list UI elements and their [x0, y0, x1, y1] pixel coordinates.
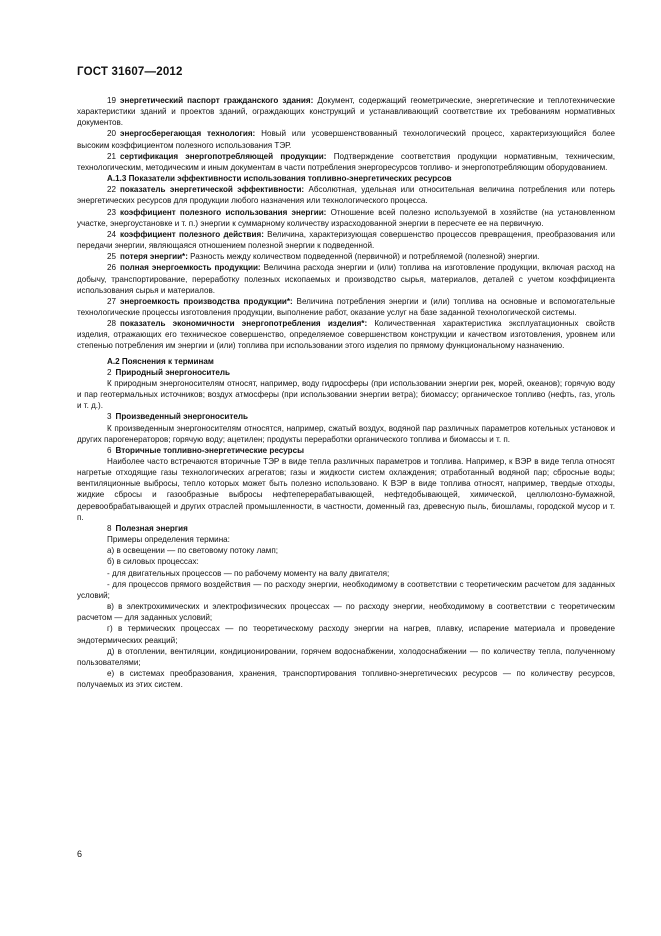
list-item: а) в освещении — по световому потоку ламп; — [107, 546, 278, 556]
entry-term: потеря энергии*: — [120, 252, 188, 262]
entry-definition: Подтверждение соответствия продукции нормативным, техническим, технологическим, методическим и иным документам в части потребления энергоресурсов топливо- и энергопотребляющим оборудованием. — [77, 151, 616, 172]
explanation-term: Произведенный энергоноситель — [115, 412, 248, 422]
entry-definition: Абсолютная, удельная или относительная величина потребления или потерь энергетических ресурсов для продукции любого назначения или технологического процесса. — [77, 185, 616, 206]
entry-term: показатель экономичности энергопотребления изделия*: — [120, 319, 368, 329]
entry-number: 22 — [107, 185, 117, 195]
entry-definition: Количественная характеристика эксплуатационных свойств изделия, отражающих его техническое совершенство, определяемое совершенством конструкции и качеством изготовления, уровнем или степенью потребления им энергии и (или) топлива при использовании этого изделия по прямому функциональному назначению. — [77, 319, 615, 351]
list-item: б) в силовых процессах: — [107, 557, 199, 567]
entry-definition: Новый или усовершенствованный технологический процесс, характеризующийся более высоким коэффициентом полезного использования ТЭР. — [77, 129, 615, 150]
entry-number: 24 — [107, 229, 117, 239]
explanation-paragraph: К природным энергоносителям относят, например, воду гидросферы (при использовании энергии рек, морей, океанов); горячую воду и пар геотермальных источников; воздух атмосферы (при использовании энергии ветра); биомассу; органическое топливо (нефть, газ, уголь и т. д.). — [77, 378, 615, 411]
entry-number: 26 — [107, 263, 117, 273]
entry-number: 27 — [107, 296, 117, 306]
entry-term: коэффициент полезного использования энергии: — [120, 207, 327, 217]
term-entry-23 — [77, 207, 615, 229]
entry-term: полная энергоемкость продукции: — [120, 263, 261, 273]
section-heading-a13: А.1.3 Показатели эффективности использования топливно-энергетических ресурсов — [107, 174, 452, 184]
explanation-paragraph: К произведенным энергоносителям относятся, например, сжатый воздух, водяной пар различных параметров котельных установок и других парогенераторов; горячую воду; ацетилен; продукты переработки органического топлива и биомассы и т. п. — [77, 423, 615, 444]
entry-definition: Разность между количеством подведенной (первичной) и потребляемой (полезной) энергии. — [190, 252, 540, 262]
explanation-heading-2 — [77, 367, 615, 378]
entry-term: энергосберегающая технология: — [120, 129, 256, 139]
entry-definition: Величина расхода энергии и (или) топлива на изготовление продукции, включая расход на добычу, транспортирование, переработку полезных ископаемых и производство сырья, материалов, деталей с учетом коэффициента использования сырья и материалов. — [77, 263, 615, 295]
term-entry-25 — [77, 251, 615, 262]
entry-definition: Величина потребления энергии и (или) топлива на основные и вспомогательные технологические процессы изготовления продукции, выполнение работ, оказание услуг на базе заданной технологической системы. — [77, 296, 615, 317]
section-heading-a2: А.2 Пояснения к терминам — [107, 356, 214, 366]
entry-definition: Отношение всей полезно используемой в хозяйстве (на установленном участке, энергоустановке и т. п.) энергии к суммарному количеству израсходованной энергии в пересчете ее на первичную. — [77, 207, 616, 228]
list-item: е) в системах преобразования, хранения, транспортирования топливно-энергетических ресурсов — по количеству ресурсов, получаемых из этих систем. — [77, 668, 615, 690]
term-entry-21 — [77, 151, 615, 173]
entry-number: 21 — [107, 151, 117, 161]
explanation-term: Вторичные топливно-энергетические ресурсы — [115, 445, 305, 455]
entry-term: энергоемкость производства продукции*: — [120, 296, 293, 306]
term-entry-26 — [77, 262, 615, 295]
page-body — [77, 95, 615, 690]
list-item: г) в термических процессах — по теоретическому расходу энергии на нагрев, плавку, испарение материала и проведение эндотермических реакций; — [77, 624, 615, 645]
explanation-number: 8 — [107, 523, 112, 533]
list-item: - для двигательных процессов — по рабочему моменту на валу двигателя; — [107, 568, 390, 578]
entry-number: 25 — [107, 252, 117, 262]
explanation-term: Природный энергоноситель — [115, 367, 230, 377]
entry-term: сертификация энергопотребляющей продукции: — [120, 151, 327, 161]
term-entry-22 — [77, 184, 615, 206]
entry-number: 20 — [107, 129, 117, 139]
entry-term: коэффициент полезного действия: — [120, 229, 264, 239]
explanation-paragraph: Наиболее часто встречаются вторичные ТЭР в виде тепла различных параметров и топлива. Например, к ВЭР в виде тепла относят нагретые отходящие газы технологических агрегатов; газы и жидкости систем охлаждения; отработанный водяной пар; сбросные воды; вентиляционные выбросы, тепло которых может быть полезно использовано. К ВЭР в виде топлива относят, например, твердые отходы, жидкие сбросы и газообразные выбросы нефтеперерабатывающей, нефтедобывающей, химической, целлюлозно-бумажной, деревообрабатывающей и других отраслей промышленности, в частности, доменный газ, древесную пыль, биошламы, городской мусор и т. п. — [77, 457, 615, 522]
explanation-number: 3 — [107, 412, 112, 422]
entry-number: 23 — [107, 207, 117, 217]
entry-term: энергетический паспорт гражданского здания: — [120, 96, 314, 105]
list-item: д) в отоплении, вентиляции, кондиционировании, горячем водоснабжении, холодоснабжении — по количеству тепла, полученному пользователями; — [77, 646, 615, 667]
page-number: 6 — [77, 849, 83, 859]
entry-term: показатель энергетической эффективности: — [120, 185, 305, 195]
entry-definition: Документ, содержащий геометрические, энергетические и теплотехнические характеристики зданий и проектов зданий, ограждающих конструкций и устанавливающий соответствие их требованиям нормативных документов. — [77, 96, 616, 128]
explanation-number: 2 — [107, 367, 112, 377]
term-entry-27 — [77, 296, 615, 318]
explanation-term: Полезная энергия — [115, 523, 188, 533]
explanation-number: 6 — [107, 445, 112, 455]
term-entry-19 — [77, 95, 615, 128]
term-entry-28 — [77, 318, 615, 351]
document-code-header: ГОСТ 31607—2012 — [77, 66, 183, 78]
explanation-heading-8 — [77, 523, 615, 534]
explanation-heading-6 — [77, 445, 615, 456]
list-item: в) в электрохимических и электрофизических процессах — по расходу энергии, необходимому в соответствии с теоретическим расчетом — для заданных условий; — [77, 602, 615, 623]
term-entry-24 — [77, 229, 615, 251]
explanation-heading-3 — [77, 411, 615, 422]
explanation-paragraph: Примеры определения термина: — [107, 535, 230, 545]
list-item: - для процессов прямого воздействия — по расходу энергии, необходимому в соответствии с теоретическим расчетом для заданных условий; — [77, 579, 615, 600]
entry-number: 19 — [107, 96, 117, 105]
entry-number: 28 — [107, 319, 117, 329]
term-entry-20 — [77, 128, 615, 150]
entry-definition: Величина, характеризующая совершенство процессов превращения, преобразования или передачи энергии, являющаяся отношением полезной энергии к подведенной. — [77, 229, 616, 251]
